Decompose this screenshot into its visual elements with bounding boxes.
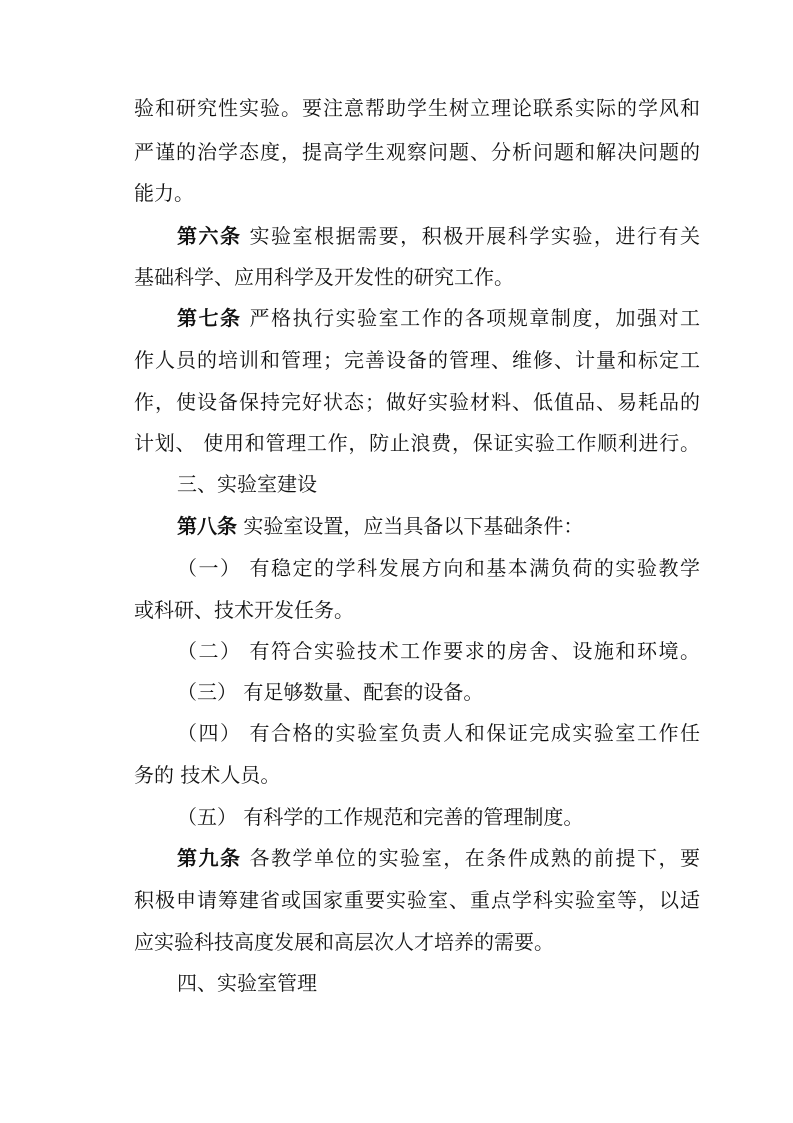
article-text: 实验室设置，应当具备以下基础条件： (243, 514, 584, 538)
paragraph-line: 务的 技术人员。 (134, 763, 281, 787)
article-8-line (177, 512, 700, 540)
article-text: 实验室根据需要，积极开展科学实验，进行有关 (249, 224, 700, 248)
article-9-line (177, 844, 700, 872)
list-item: （三） 有足够数量、配套的设备。 (177, 680, 484, 704)
article-heading: 第七条 (177, 306, 242, 330)
article-heading: 第八条 (177, 514, 237, 538)
paragraph-line: 作，使设备保持完好状态；做好实验材料、低值品、易耗品的 (134, 390, 700, 414)
paragraph-line: 能力。 (134, 181, 194, 205)
paragraph-line: 作人员的培训和管理；完善设备的管理、维修、计量和标定工 (134, 348, 700, 372)
paragraph-line: 应实验科技高度发展和高层次人才培养的需要。 (134, 930, 554, 954)
section-heading: 四、实验室管理 (177, 971, 317, 995)
paragraph-line: 或科研、技术开发任务。 (134, 598, 354, 622)
paragraph-line: 计划、 使用和管理工作，防止浪费，保证实验工作顺利进行。 (134, 431, 700, 455)
article-6-line (177, 222, 700, 250)
article-7-line (177, 304, 700, 332)
list-item: （四） 有合格的实验室负责人和保证完成实验室工作任 (177, 721, 700, 745)
paragraph-line: 积极申请筹建省或国家重要实验室、重点学科实验室等，以适 (134, 888, 700, 912)
article-heading: 第六条 (177, 224, 242, 248)
section-heading: 三、实验室建设 (177, 472, 317, 496)
article-text: 严格执行实验室工作的各项规章制度，加强对工 (249, 306, 700, 330)
list-item: （五） 有科学的工作规范和完善的管理制度。 (177, 805, 584, 829)
paragraph-line: 基础科学、应用科学及开发性的研究工作。 (134, 265, 514, 289)
paragraph-line: 严谨的治学态度，提高学生观察问题、分析问题和解决问题的 (134, 140, 700, 164)
article-text: 各教学单位的实验室，在条件成熟的前提下，要 (249, 846, 700, 870)
paragraph-line: 验和研究性实验。要注意帮助学生树立理论联系实际的学风和 (134, 96, 700, 120)
article-heading: 第九条 (177, 846, 242, 870)
list-item: （二） 有符合实验技术工作要求的房舍、设施和环境。 (177, 639, 700, 663)
list-item: （一） 有稳定的学科发展方向和基本满负荷的实验教学 (177, 556, 700, 580)
